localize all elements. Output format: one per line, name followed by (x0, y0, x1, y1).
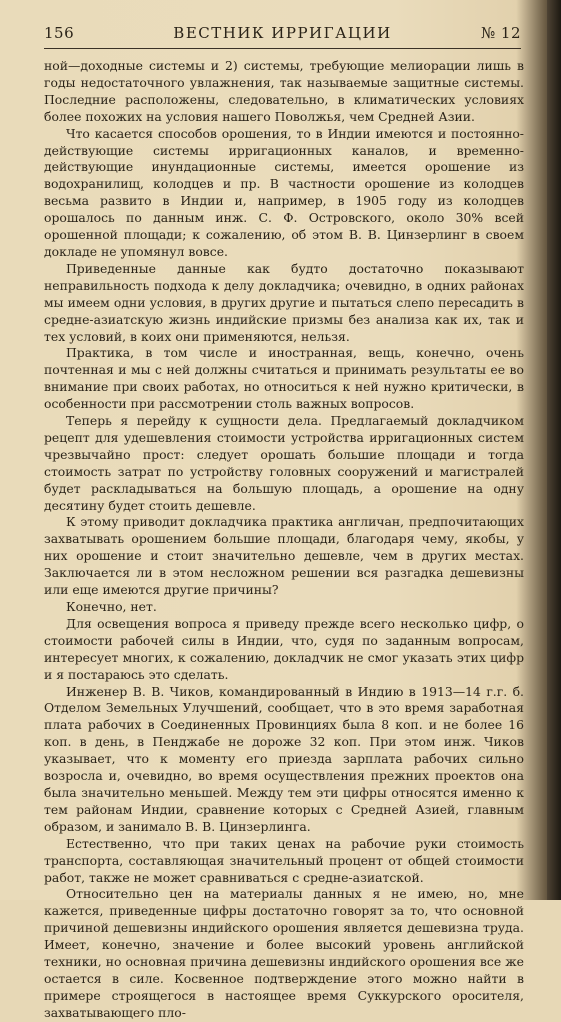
paragraph: ной—доходные системы и 2) системы, требующие мелиорации лишь в годы недостаточного увлажнения, так называемые защитные системы. Последние расположены, следовательно, в климатических условиях более похожих на условия нашего Поволжья, чем Средней Азии. (44, 58, 524, 124)
paragraph: Естественно, что при таких ценах на рабочие руки стоимость транспорта, составляющая значительный процент от общей стоимости работ, также не может сравниваться с средне-азиатской. (44, 835, 524, 885)
paragraph: Относительно цен на материалы данных я не имею, но, мне кажется, приведенные цифры достаточно говорят за то, что основной причиной дешевизны индийского орошения является дешевизна труда. Имеет, конечно, значение и более высокий уровень английской техники, но основная причина дешевизны индийского орошения все же остается в силе. Косвенное подтверждение этого можно найти в примере строящегося в настоящее время Суккурского оросителя, захватывающего пло- (44, 886, 524, 1020)
book-spine-shadow (547, 0, 561, 900)
journal-title: ВЕСТНИК ИРРИГАЦИИ (173, 24, 392, 42)
paragraph: Инженер В. В. Чиков, командированный в Индию в 1913—14 г.г. б. Отделом Земельных Улучшений, сообщает, что в это время заработная плата рабочих в Соединенных Провинциях была 8 коп. и не более 16 коп. в день, в Пенджабе не дороже 32 коп. При этом инж. Чиков указывает, что к моменту его приезда зарплата рабочих сильно возросла и, очевидно, во время осуществления прежних проектов она была значительно меньшей. Между тем эти цифры относятся именно к тем районам Индии, сравнение которых с Средней Азией, главным образом, и занимало В. В. Цинзерлинга. (44, 683, 524, 834)
paragraph: Для освещения вопроса я приведу прежде всего несколько цифр, о стоимости рабочей силы в Индии, что, судя по заданным вопросам, интересует многих, к сожалению, докладчик не смог указать этих цифр и я постараюсь это сделать. (44, 615, 524, 682)
running-header (44, 24, 521, 49)
issue-number: № 12 (480, 24, 521, 42)
paragraph: Практика, в том числе и иностранная, вещь, конечно, очень почтенная и мы с ней должны считаться и принимать результаты ее во внимание при своих работах, но относиться к ней нужно критически, в особенности при рассмотрении столь важных вопросов. (44, 345, 524, 412)
paragraph: К этому приводит докладчика практика англичан, предпочитающих захватывать орошением большие площади, благодаря чему, якобы, у них орошение и стоит значительно дешевле, чем в других местах. Заключается ли в этом несложном решении вся разгадка дешевизны или еще имеются другие причины? (44, 514, 524, 598)
paragraph: Что касается способов орошения, то в Индии имеются и постоянно-действующие системы ирригационных каналов, и временно-действующие инундационные системы, имеется орошение из водохранилищ, колодцев и пр. В частности орошение из колодцев весьма развито в Индии и, например, в 1905 году из колодцев орошалось по данным инж. С. Ф. Островского, около 30% всей орошенной площади; к сожалению, об этом В. В. Цинзерлинг в своем докладе не упомянул вовсе. (44, 125, 524, 259)
paragraph: Приведенные данные как будто достаточно показывают неправильность подхода к делу докладчика; очевидно, в одних районах мы имеем одни условия, в других другие и пытаться слепо пересадить в средне-азиатскую жизнь индийские призмы без анализа как их, так и тех условий, в коих они применяются, нельзя. (44, 260, 524, 344)
paragraph: Конечно, нет. (66, 599, 157, 614)
article-body (44, 58, 524, 1022)
paragraph: Теперь я перейду к сущности дела. Предлагаемый докладчиком рецепт для удешевления стоимости устройства ирригационных систем чрезвычайно прост: следует орошать большие площади и тогда стоимость затрат по устройству головных сооружений и магистралей будет раскладываться на большую площадь, а орошение на одну десятину будет стоить дешевле. (44, 413, 524, 513)
page-number: 156 (44, 24, 75, 42)
